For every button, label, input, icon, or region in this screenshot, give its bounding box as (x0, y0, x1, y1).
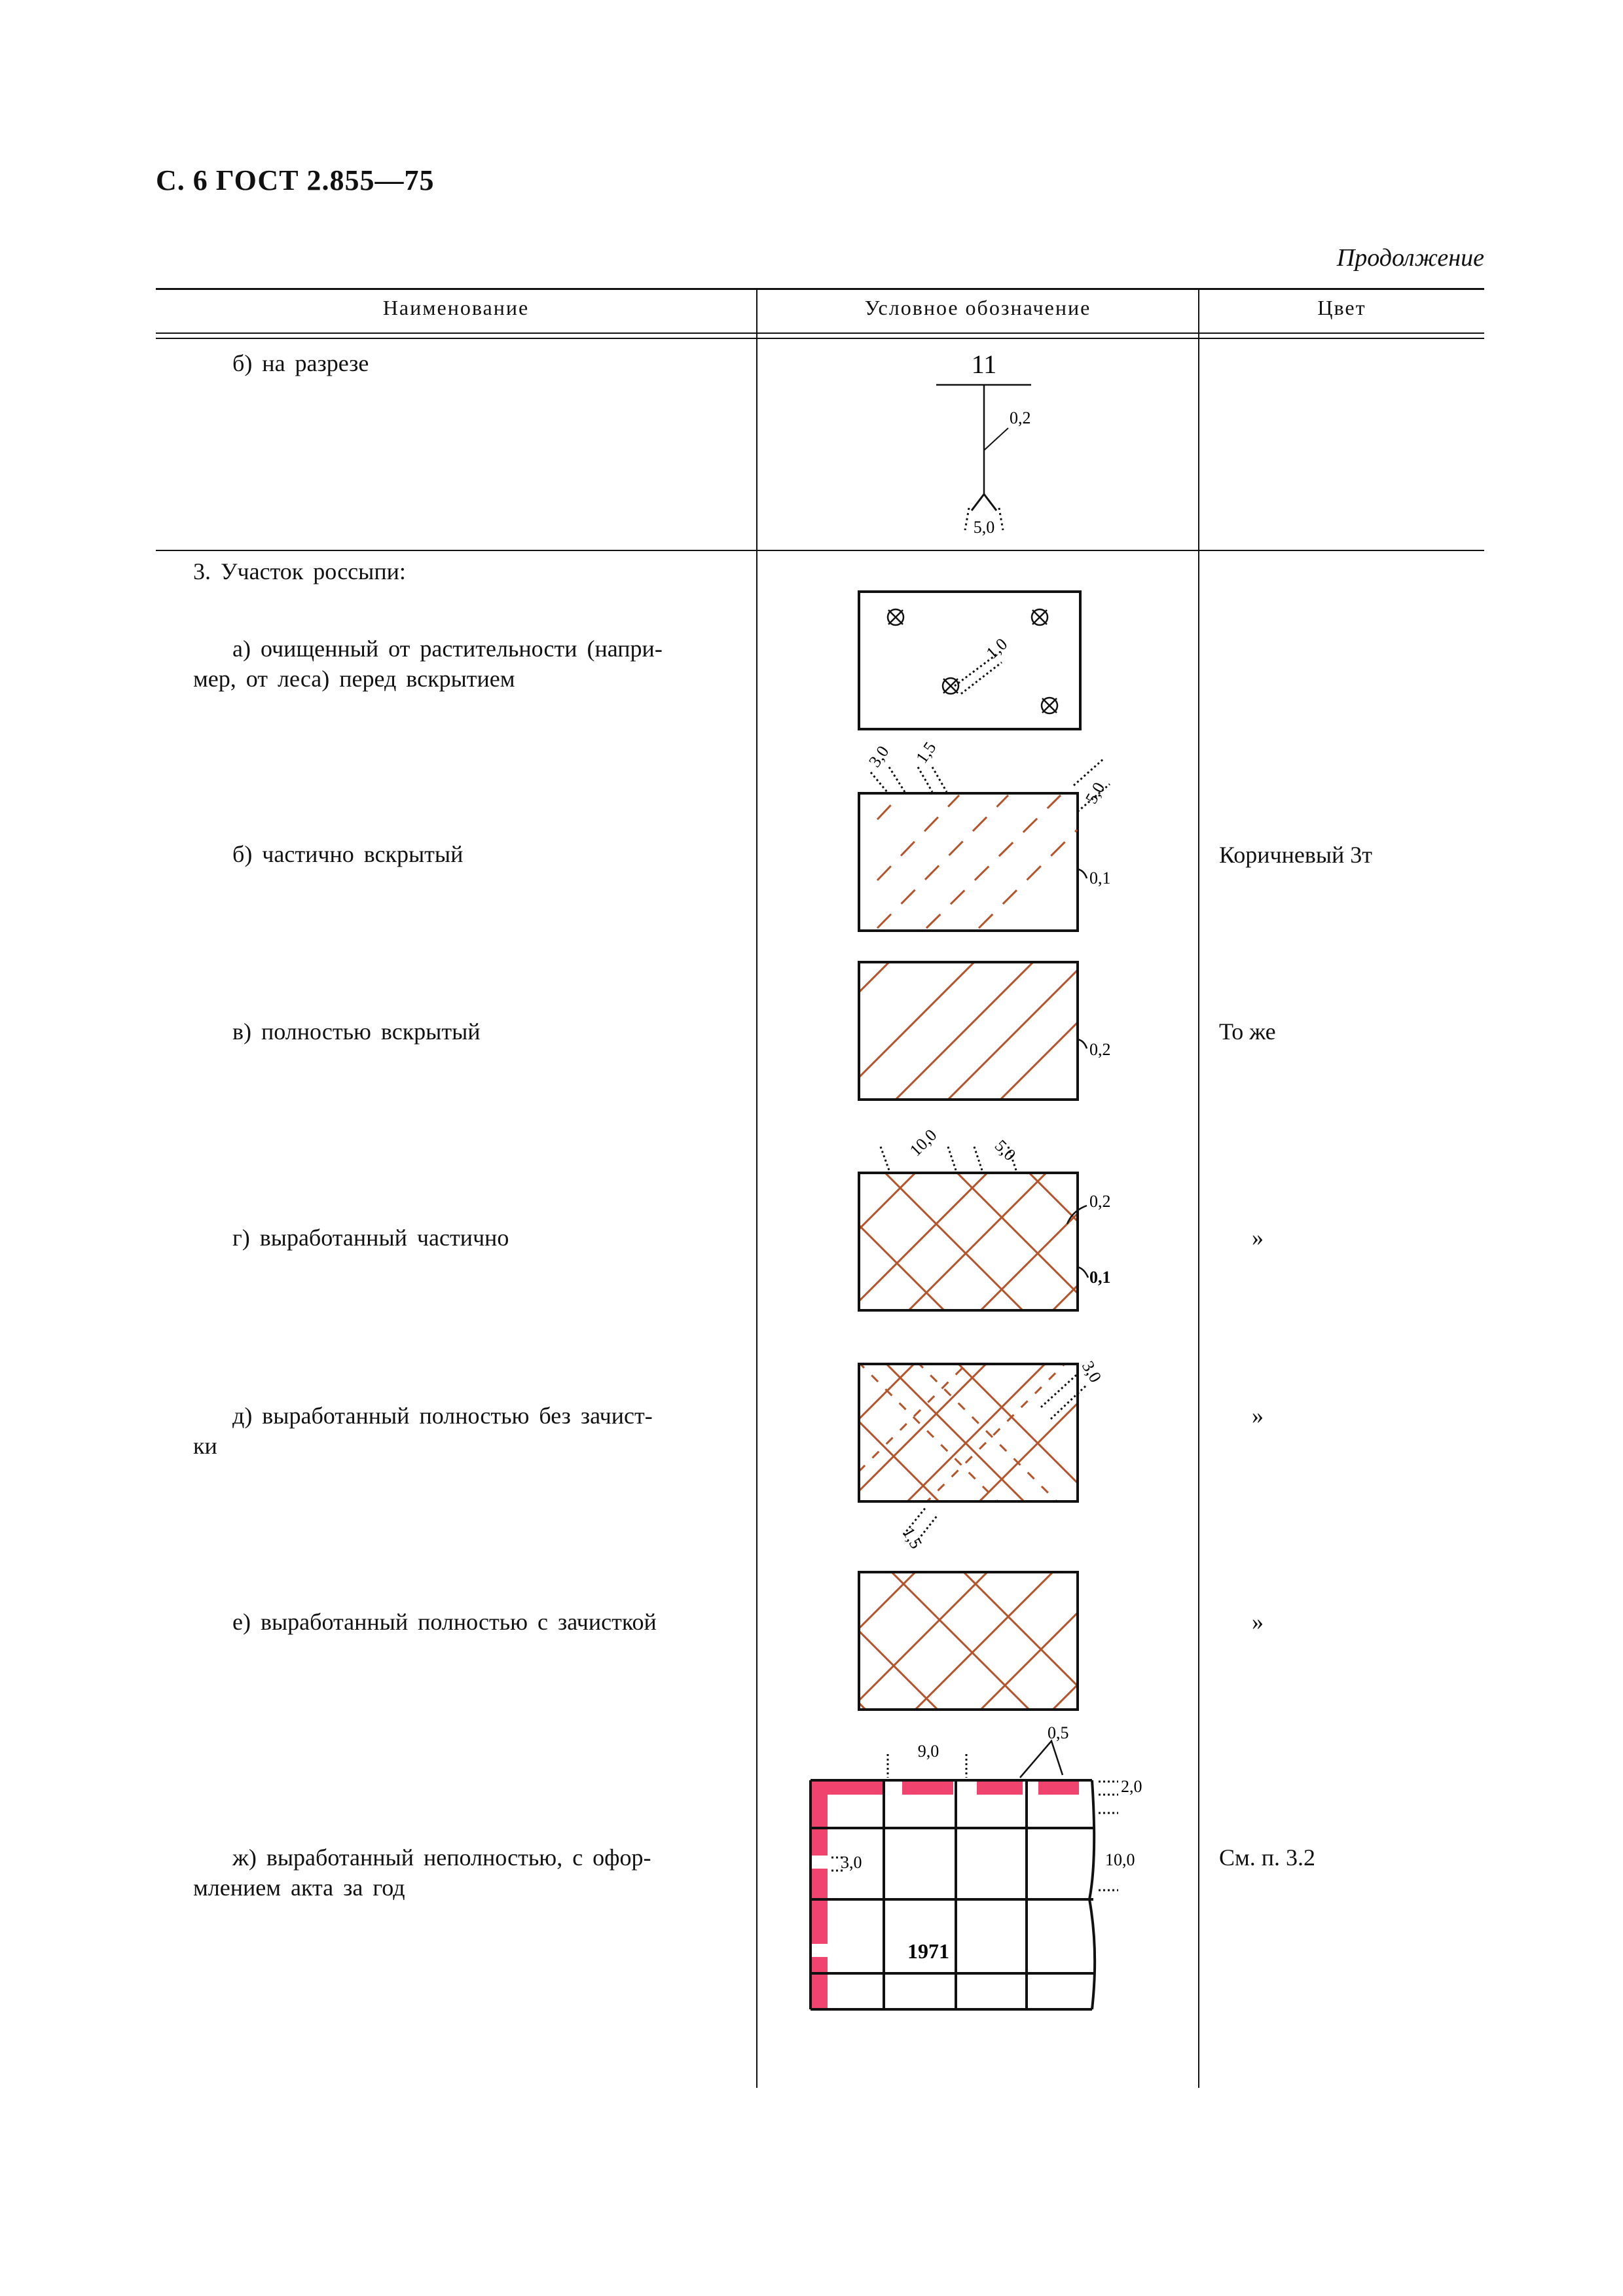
act-dim-right2: 10,0 (1105, 1850, 1135, 1869)
column-header-symbol: Условное обозначение (864, 296, 1091, 319)
cleared-dim: 1,0 (982, 634, 1012, 663)
column-header-name: Наименование (382, 296, 530, 319)
act-dim-line: 0,5 (1048, 1723, 1069, 1742)
group-3-title: 3. Участок россыпи: (193, 558, 406, 584)
worked-partial-dim1: 10,0 (905, 1125, 941, 1160)
symbol-annual-act (804, 1723, 1158, 2016)
symbol-cleared-area (856, 589, 1092, 733)
row-d-name-line1: д) выработанный полностью без зачист- (232, 1403, 653, 1429)
row-d-name-line2: ки (193, 1433, 217, 1459)
column-divider-1 (756, 288, 757, 2088)
symbol-fully-opened (851, 954, 1139, 1105)
row-e-name: е) выработанный полностью с зачисткой (232, 1609, 657, 1635)
act-dim-right1: 2,0 (1121, 1777, 1142, 1796)
row-zh-color: См. п. 3.2 (1219, 1844, 1316, 1871)
row-zh-name-line1: ж) выработанный неполностью, с офор- (232, 1844, 651, 1871)
column-divider-2 (1198, 288, 1199, 2088)
page-ref-header: С. 6 ГОСТ 2.855—75 (156, 164, 435, 196)
row-b-name: б) частично вскрытый (232, 841, 464, 867)
uncleaned-dim2: 1,5 (898, 1524, 926, 1552)
row-d-color: » (1252, 1403, 1264, 1429)
symbol-fully-worked-cleaned (851, 1564, 1087, 1715)
continuation-label: Продолжение (1336, 244, 1484, 272)
partial-dim3: 5,0 (1082, 779, 1109, 807)
partial-dim1: 3,0 (865, 742, 893, 771)
section-symbol (917, 347, 1061, 543)
worked-partial-dim2: 5,0 (991, 1136, 1020, 1165)
column-header-color: Цвет (1317, 296, 1366, 319)
symbol-partially-worked (851, 1113, 1139, 1322)
section-dim-line: 0,2 (1010, 408, 1031, 427)
uncleaned-dim1: 3,0 (1078, 1357, 1106, 1386)
section-label-top: 11 (971, 350, 997, 379)
section-dim-arrow: 5,0 (973, 518, 995, 537)
symbol-fully-worked-uncleaned (851, 1335, 1139, 1551)
act-dim-top: 9,0 (917, 1742, 939, 1761)
row-g-name: г) выработанный частично (232, 1225, 509, 1251)
partial-dim4: 0,1 (1089, 869, 1111, 888)
header-bottom-border-2 (156, 338, 1484, 339)
act-year: 1971 (907, 1939, 949, 1963)
row-separator (156, 550, 1484, 551)
full-dim: 0,2 (1089, 1040, 1111, 1059)
row-v-name: в) полностью вскрытый (232, 1018, 481, 1045)
worked-partial-dim3: 0,2 (1089, 1192, 1111, 1211)
partial-dim2: 1,5 (912, 738, 940, 767)
table-top-border (156, 288, 1484, 290)
worked-partial-dim4: 0,1 (1089, 1268, 1111, 1287)
row-b-section-name: б) на разрезе (232, 350, 369, 376)
row-e-color: » (1252, 1609, 1264, 1635)
row-b-color: Коричневый 3т (1219, 842, 1373, 868)
act-dim-left: 3,0 (841, 1853, 862, 1872)
row-a-name-line1: а) очищенный от растительности (напри- (232, 636, 663, 662)
row-g-color: » (1252, 1225, 1264, 1251)
row-a-name-line2: мер, от леса) перед вскрытием (193, 666, 515, 692)
header-bottom-border-1 (156, 332, 1484, 334)
row-v-color: То же (1219, 1018, 1276, 1045)
row-zh-name-line2: млением акта за год (193, 1874, 405, 1901)
symbol-partially-opened (851, 738, 1139, 942)
